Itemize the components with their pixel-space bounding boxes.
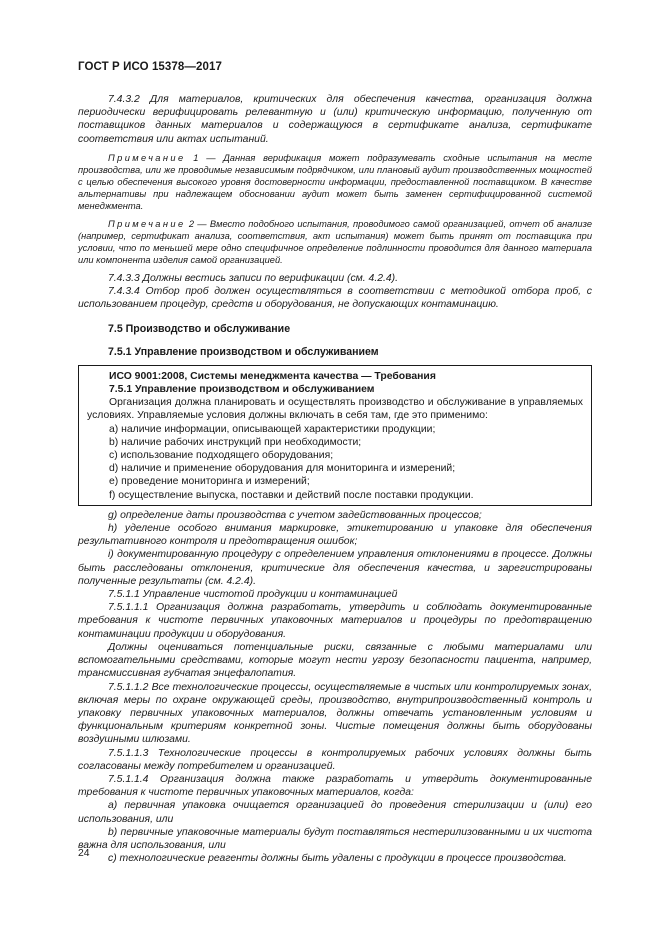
paragraph-7-5-1-1-2: 7.5.1.1.2 Все технологические процессы, осуществляемые в чистых или контролируемых зонах, включая меры по охране окружающей среды, производство, внутрипроизводственный контроль и упаковку первичных упаковочных материалов, должны отвечать установленным условиям и функциональным критериям конкретной зоны. Чистые помещения должны быть оборудованы воздушными шлюзами.	[78, 681, 592, 746]
box-subtitle: 7.5.1 Управление производством и обслуживанием	[109, 384, 375, 396]
note-1-text: 1 — Данная верификация может подразумевать сходные испытания на месте производства, или же проводимые независимым подрядчиком, или плановый аудит производственных мощностей с целью обеспечения высокого уровня достоверности информации, предоставленной поставщиком. В качестве альтернативы при надлежащем обосновании аудит может быть заменен сертифицированной системой менеджмента.	[78, 152, 592, 211]
box-item-b: b) наличие рабочих инструкций при необходимости;	[109, 436, 362, 448]
paragraph-7-5-1-1: 7.5.1.1 Управление чистотой продукции и контаминацией	[108, 589, 398, 601]
condition-a: a) первичная упаковка очищается организацией до проведения стерилизации и (или) его использования, или	[78, 800, 592, 825]
condition-b: b) первичные упаковочные материалы будут поставляться нестерилизованными и их чистота важна для использования, или	[78, 826, 592, 851]
item-g: g) определение даты производства с учетом задействованных процессов;	[108, 509, 482, 521]
box-item-c: c) использование подходящего оборудования;	[109, 450, 334, 462]
box-title: ИСО 9001:2008, Системы менеджмента качества — Требования	[109, 370, 436, 382]
paragraph-risk-assessment: Должны оцениваться потенциальные риски, связанные с любыми материалами или вспомогательными средствами, которые могут нести угрозу безопасности пациента, например, трансмиссивная губчатая энцефалопатия.	[78, 641, 592, 680]
paragraph-7-5-1-1-1: 7.5.1.1.1 Организация должна разработать, утвердить и соблюдать документированные требования к чистоте первичных упаковочных материалов и процедуры по предотвращению контаминации продукции и оборудования.	[78, 602, 592, 640]
box-item-a: a) наличие информации, описывающей характеристики продукции;	[109, 423, 436, 435]
heading-7-5-1: 7.5.1 Управление производством и обслуживанием	[108, 345, 379, 358]
condition-c: c) технологические реагенты должны быть удалены с продукции в процессе производства.	[108, 853, 567, 865]
note-2-label: Примечание	[108, 218, 186, 229]
note-2	[78, 218, 592, 266]
box-item-f: f) осуществление выпуска, поставки и действий после поставки продукции.	[109, 489, 474, 501]
item-h: h) уделение особого внимания маркировке, этикетированию и упаковке для обеспечения результативного контроля и предотвращения ошибок;	[78, 523, 592, 548]
paragraph-7-4-3-2: 7.4.3.2 Для материалов, критических для обеспечения качества, организация должна периодически верифицировать релевантную и (или) критическую информацию, полученную от поставщиков данных материалов и содержащуюся в сертификате анализа, сертификате соответствия или актах испытаний.	[78, 94, 592, 145]
supplementary-requirements	[78, 509, 592, 865]
note-1	[78, 152, 592, 212]
paragraph-7-5-1-1-3: 7.5.1.1.3 Технологические процессы в контролируемых рабочих условиях должны быть согласованы между потребителем и организацией.	[78, 747, 592, 772]
heading-7-5: 7.5 Производство и обслуживание	[108, 323, 291, 336]
note-2-text: 2 — Вместо подобного испытания, проводимого самой организацией, отчет об анализе (например, сертификат анализа, соответствия, акт испытания) может быть принят от поставщика при условии, что по меньшей мере одно специфичное определение подлинности проводится для данного материала или компонента изделия самой организацией.	[78, 218, 592, 265]
iso-9001-quote-box	[78, 365, 592, 506]
document-header: ГОСТ Р ИСО 15378—2017	[78, 61, 223, 73]
box-intro: Организация должна планировать и осуществлять производство и обслуживание в управляемых условиях. Управляемые условия должны включать в себя там, где это применимо:	[87, 397, 583, 422]
item-i: i) документированную процедуру с определением управления отклонениями в процессе. Должны быть расследованы отклонения, критические для обеспечения качества, и зарегистрированы полученные результаты (см. 4.2.4).	[78, 549, 592, 587]
box-item-d: d) наличие и применение оборудования для мониторинга и измерений;	[109, 463, 456, 475]
page-number: 24	[78, 848, 90, 859]
page-body	[78, 93, 592, 865]
paragraph-7-5-1-1-4: 7.5.1.1.4 Организация должна также разработать и утвердить документированные требования к чистоте первичных упаковочных материалов, когда:	[78, 773, 592, 799]
note-1-label: Примечание	[108, 152, 186, 163]
box-item-e: e) проведение мониторинга и измерений;	[109, 476, 310, 488]
paragraph-7-4-3-4: 7.4.3.4 Отбор проб должен осуществляться в соответствии с методикой отбора проб, с использованием процедур, средств и оборудования, не допускающих контаминацию.	[78, 286, 592, 311]
paragraph-7-4-3-3: 7.4.3.3 Должны вестись записи по верификации (см. 4.2.4).	[108, 272, 399, 284]
